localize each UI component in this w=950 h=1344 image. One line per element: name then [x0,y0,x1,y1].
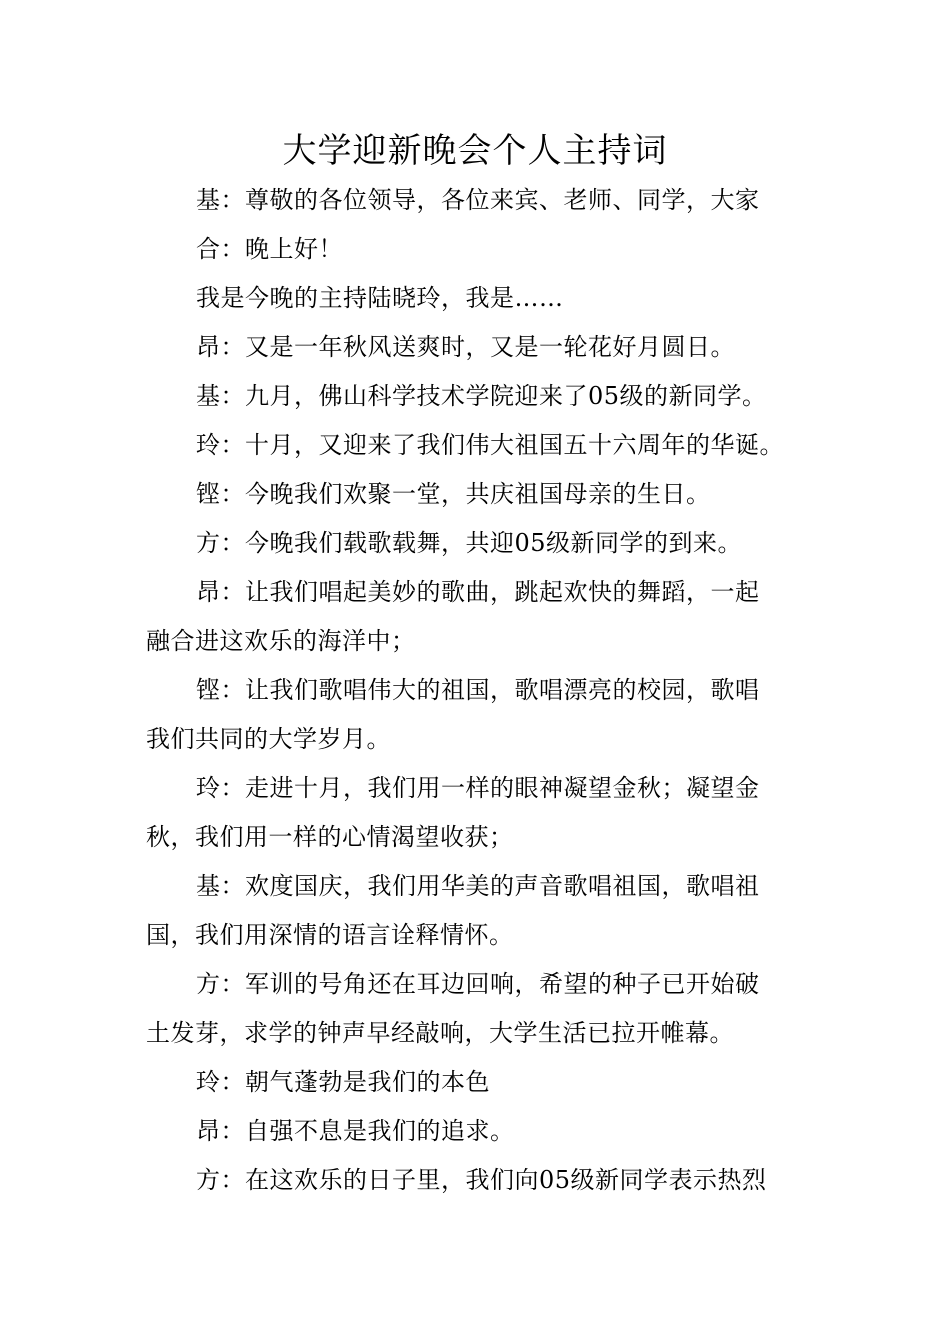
paragraph-line: 铿：让我们歌唱伟大的祖国，歌唱漂亮的校园，歌唱 [196,676,760,704]
paragraph: 昂：又是一年秋风送爽时，又是一轮花好月圆日。 [196,333,735,361]
paragraph: 玲：十月，又迎来了我们伟大祖国五十六周年的华诞。 [196,431,784,459]
paragraph: 昂：自强不息是我们的追求。 [196,1117,515,1145]
paragraph: 合：晚上好！ [196,235,343,263]
paragraph-multiline [146,764,810,862]
paragraph-line: 国，我们用深情的语言诠释情怀。 [146,921,514,949]
paragraph: 基：九月，佛山科学技术学院迎来了05级的新同学。 [196,382,767,410]
paragraph-multiline [146,568,810,666]
document-body [146,176,810,1205]
paragraph-multiline [146,960,810,1058]
paragraph-line: 我们共同的大学岁月。 [146,725,391,753]
paragraph: 方：在这欢乐的日子里，我们向05级新同学表示热烈 [196,1166,767,1194]
paragraph-line: 玲：走进十月，我们用一样的眼神凝望金秋；凝望金 [196,774,760,802]
paragraph-line: 土发芽，求学的钟声早经敲响，大学生活已拉开帷幕。 [146,1019,734,1047]
paragraph: 方：今晚我们载歌载舞，共迎05级新同学的到来。 [196,529,743,557]
paragraph-line: 昂：让我们唱起美妙的歌曲，跳起欢快的舞蹈，一起 [196,578,760,606]
paragraph: 铿：今晚我们欢聚一堂，共庆祖国母亲的生日。 [196,480,711,508]
paragraph-line: 方：军训的号角还在耳边回响，希望的种子已开始破 [196,970,760,998]
paragraph-multiline [146,666,810,764]
paragraph-line: 基：欢度国庆，我们用华美的声音歌唱祖国，歌唱祖 [196,872,760,900]
paragraph: 基：尊敬的各位领导，各位来宾、老师、同学，大家 [196,186,760,214]
paragraph: 我是今晚的主持陆晓玲，我是…… [196,284,564,312]
paragraph: 玲：朝气蓬勃是我们的本色 [196,1068,490,1096]
document-title: 大学迎新晚会个人主持词 [282,131,668,171]
paragraph-line: 秋，我们用一样的心情渴望收获； [146,823,514,851]
paragraph-line: 融合进这欢乐的海洋中； [146,627,416,655]
paragraph-multiline [146,862,810,960]
